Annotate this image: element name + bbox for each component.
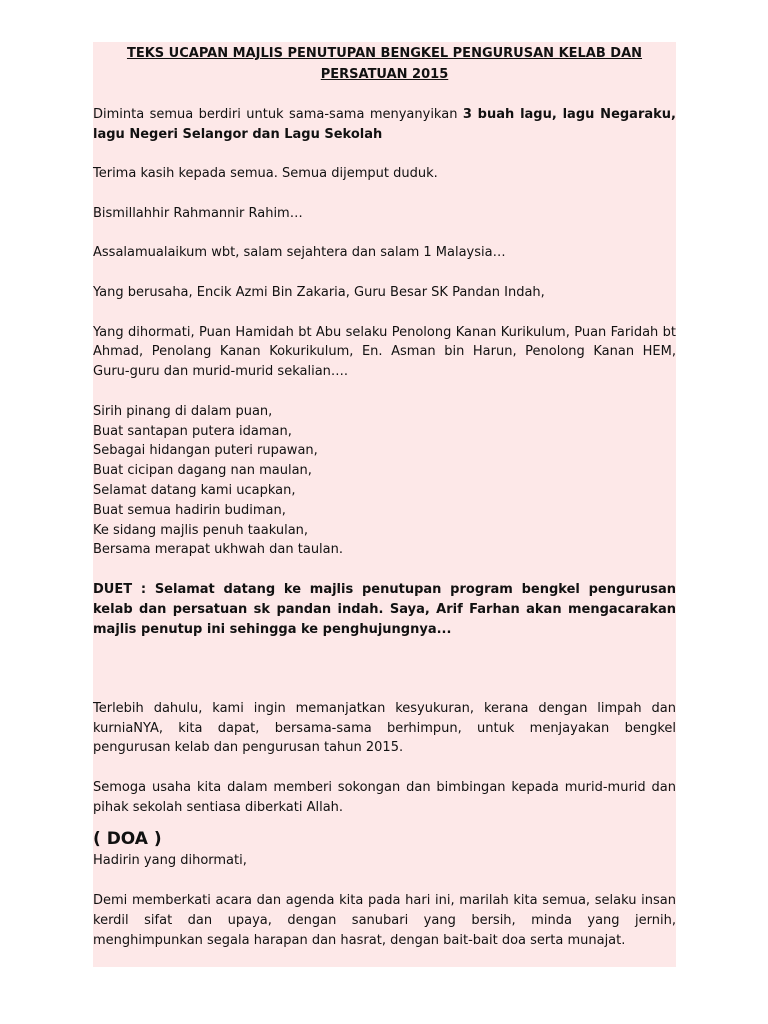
pantun-line: Buat semua hadirin budiman, [93,502,286,518]
document-body [93,42,689,967]
title-line-2: PERSATUAN 2015 [320,66,449,82]
paragraph-honoured-guests: Yang dihormati, Puan Hamidah bt Abu selaku Penolong Kanan Kurikulum, Puan Faridah bt Ahmad, Penolang Kanan Kokurikulum, En. Asman bin Harun, Penolong Kanan HEM, Guru-guru dan murid-murid sekalian…. [93,324,689,380]
anthem-text: Diminta semua berdiri untuk sama-sama menyanyikan [93,106,458,122]
pantun-line: Buat santapan putera idaman, [93,423,292,439]
paragraph-audience: Hadirin yang dihormati, [93,853,247,869]
pantun-line: Sirih pinang di dalam puan, [93,403,273,419]
paragraph-thanks: Terima kasih kepada semua. Semua dijemput duduk. [93,166,438,182]
pantun-line: Buat cicipan dagang nan maulan, [93,463,312,479]
paragraph-gratitude: Terlebih dahulu, kami ingin memanjatkan kesyukuran, kerana dengan limpah dan kurniaNYA, kita dapat, bersama-sama berhimpun, untuk menjayakan bengkel pengurusan kelab dan pengurusan tahun 2015. [93,700,676,756]
anthem-songs: 3 buah lagu, lagu Negaraku, lagu Negeri Selangor dan Lagu Sekolah [93,106,676,142]
paragraph-duet: DUET : Selamat datang ke majlis penutupan program bengkel pengurusan kelab dan persatuan sk pandan indah. Saya, Arif Farhan akan mengacarakan majlis penutup ini sehingga ke penghujungnya... [93,581,676,637]
paragraph-prayer: Demi memberkati acara dan agenda kita pada hari ini, marilah kita semua, selaku insan kerdil sifat dan upaya, dengan sanubari yang bersih, minda yang jernih, menghimpunkan segala harapan dan hasrat, dengan bait-bait doa serta munajat. [93,893,676,948]
paragraph-anthem [93,105,676,145]
paragraph-headmaster: Yang berusaha, Encik Azmi Bin Zakaria, Guru Besar SK Pandan Indah, [93,284,545,300]
pantun-line: Bersama merapat ukhwah dan taulan. [93,542,344,558]
pantun-line: Sebagai hidangan puteri rupawan, [93,443,318,459]
paragraph-greeting: Assalamualaikum wbt, salam sejahtera dan salam 1 Malaysia… [93,245,506,261]
paragraph-hope: Semoga usaha kita dalam memberi sokongan dan bimbingan kepada murid-murid dan pihak sekolah sentiasa diberkati Allah. [93,779,676,815]
pantun-line: Selamat datang kami ucapkan, [93,482,296,498]
paragraph-bismillah: Bismillahhir Rahmannir Rahim… [93,205,303,221]
document-title [93,42,676,85]
pantun-line: Ke sidang majlis penuh taakulan, [93,522,309,538]
document-page [93,42,689,974]
title-line-1: TEKS UCAPAN MAJLIS PENUTUPAN BENGKEL PENGURUSAN KELAB DAN [126,46,643,61]
doa-heading: ( DOA ) [93,829,162,850]
pantun-verse [93,402,676,560]
